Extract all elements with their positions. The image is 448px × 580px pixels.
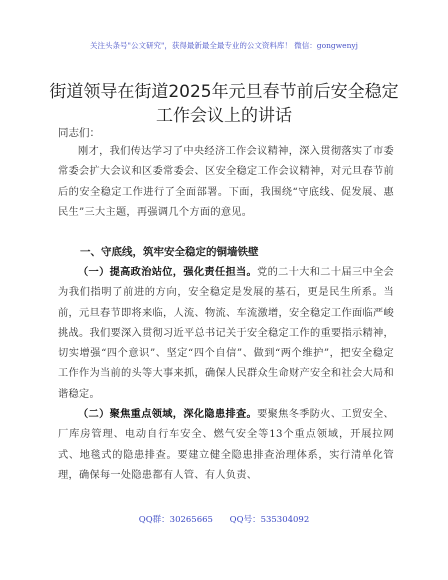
paragraph-intro: 刚才，我们传达学习了中央经济工作会议精神，深入贯彻落实了市委常委会扩大会议和区委常委会、区安全稳定工作会议精神，对元旦春节前后的安全稳定工作进行了全面部署。下面，我围绕“守底线、促发展、惠民生”三大主题，再强调几个方面的意见。 xyxy=(58,146,394,218)
salutation: 同志们： xyxy=(58,127,100,139)
paragraph-body: 要聚焦冬季防火、工贸安全、厂库房管理、电动自行车安全、燃气安全等13个重点领域，开展拉网式、地毯式的隐患排查。要建立健全隐患排查治理体系，实行清单化管理，确保每一处隐患都有人管、有人负责、 xyxy=(58,409,394,481)
paragraph-body: 党的二十大和二十届三中全会为我们指明了前进的方向，安全稳定是发展的基石，更是民生所系。当前，元旦春节即将来临，人流、物流、车流激增，安全稳定工作面临严峻挑战。我们要深入贯彻习近平总书记关于安全稳定工作的重要指示精神，切实增强“四个意识”、坚定“四个自信”、做到“两个维护”，把安全稳定工作作为当前的头等大事来抓，确保人民群众生命财产安全和社会大局和谐稳定。 xyxy=(58,267,394,400)
paragraph-lead: （一）提高政治站位，强化责任担当。 xyxy=(78,266,258,278)
qq-number-link[interactable]: QQ号：535304092 xyxy=(229,515,310,525)
qq-group-link[interactable]: QQ群：30265665 xyxy=(138,515,213,525)
document-title-line2: 工作会议上的讲话 xyxy=(156,106,292,126)
paragraph-political-stance xyxy=(58,262,394,405)
paragraph-lead: （二）聚焦重点领域，深化隐患排查。 xyxy=(78,408,258,420)
section-heading-1: 一、守底线，筑牢安全稳定的铜墙铁壁 xyxy=(80,246,259,258)
footer-contact xyxy=(0,513,448,525)
document-title-line1: 街道领导在街道2025年元旦春节前后安全稳定 xyxy=(49,82,399,102)
paragraph-hazard-inspection xyxy=(58,404,394,486)
header-promo-note: 关注头条号"公文研究"，获得最新最全最专业的公文资料库！ 微信：gongwenyj xyxy=(90,41,358,50)
